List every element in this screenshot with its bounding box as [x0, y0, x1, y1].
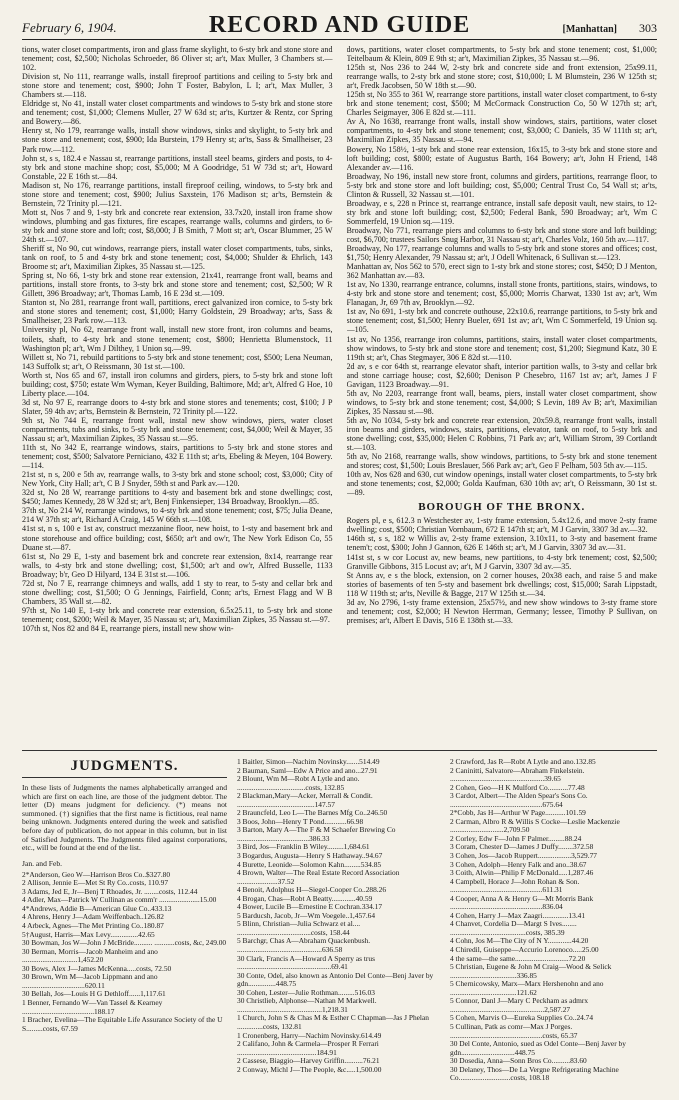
alteration-entry: 2d av, s e cor 64th st, rearrange elevator shaft, interior partition walls, to 3-sty and cellar brk and stone carriage house; cost, $2,600; Denison P Chesebro, 1167 1st av; ar't, James J F Gavigan, 1123 Broadway.—91.	[346, 361, 657, 389]
alteration-entry: Madison st, No 176, rearrange partitions, install fireproof ceiling, windows, to 5-sty brk and stone store and tenement; cost, $900; Julius Saxstein, 176 Madison st; ar'ts, Bernstein & Bernstein, 72 Trinity pl.—121.	[22, 180, 333, 208]
judgment-entry: 30 Conte, Odel, also known as Antonio Del Conte—Benj Javer by gdn...............448.75	[237, 970, 434, 989]
judgment-entry: 4 Cohn, Jos M—The City of N Y.............44.20	[450, 936, 589, 946]
judgment-entry: 4 Brogan, Chas—Robt A Beatty.............40.59	[237, 893, 373, 903]
judgment-entry: 3 Bogardus, Augusta—Henry S Hathaway..94.67	[237, 851, 383, 861]
judgments-date-line: Jan. and Feb.	[22, 858, 63, 868]
judgment-entry: 4*Andrews, Addie B—American Glue Co..433.13	[22, 903, 172, 913]
judgment-entry: 4 Burette, Leonide—Solomon Kahn.........534.85	[237, 859, 382, 869]
judgment-entry: 4 Chanvet, Cordelia D—Margt S Ives........ .........................................costs, 385.39	[450, 919, 577, 937]
judgments-intro: In these lists of Judgments the names alphabetically arranged and which are first on each line, are those of the judgment debtor. The letter (D) means judgment for deficiency. (*) means not summoned. (†) signifies that the first name is fictitious, real name being unknown. Judgments entered during the week and satisfied before day of publication, do not appear in this column, but in list of Satisfied Judgments. The Judgments filed against corporations, etc., will be found at the end of the list.	[22, 783, 227, 853]
page-number: 303	[638, 21, 657, 35]
alteration-entry: 9th st, No 744 E, rearrange front wall, instal new show windows, piers, water closet compartments, tubs and sinks, to 5-sty brk and stone tenement; cost, $4,000; Weil & Mayer, 35 Nassau st; ar't, Maximilian Zipkes, 35 Nassau st.—95.	[22, 415, 333, 444]
alteration-entry: 41st st, n s, 100 e 1st av, construct mezzanine floor, new hoist, to 1-sty and basement brk and stone storehouse and office building; cost, $650; ar't and ow'r, The New York Edison Co, 55 Duane st.—87.	[22, 524, 333, 552]
alteration-entry: Eldridge st, No 41, install water closet compartments and windows to 5-sty brk and stone store and tenement; cost, $1,000; Clemens Muller, 27 W 63d st; ar'ts, Kurtzer & Rentz, cor Spring and Bowery.—86.	[22, 99, 333, 127]
judgment-entry: 2 Cohen, Geo—H K Mulford Co...........77.48	[450, 782, 585, 792]
judgment-entry: 3 Cardot, Albert—The Alden Spear's Sons Co. ..................................................675.64	[450, 791, 588, 809]
judgment-entry: 4 Ahrens, Henry J—Adam Weiffenbach..126.82	[22, 912, 164, 922]
judgment-entry: 5†August, Harris—Max Levy...............42.65	[22, 929, 155, 939]
borough-section-label: [Manhattan]	[562, 24, 617, 35]
judgment-entry: 1 Bracher, Evelina—The Equitable Life Assurance Society of the U S.........costs, 67.59	[22, 1015, 223, 1033]
alteration-entry: Broadway, e s, 228 n Prince st, rearrange entrance, install safe deposit vault, new stairs, to 12-sty brk and stone loft building; cost, $2,500; Federal Bank, 590 Broadway; ar't, Wm C Sommerfeld, 19 Union sq.—119.	[346, 198, 657, 226]
alteration-entry: 61st st, No 29 E, 1-sty and basement brk and concrete rear extension, 8x14, rearrange rear walls, to 4-sty brk and stone dwelling; cost, $1,500; ar't and ow'r, Alfred Busselle, 1133 Broadway; b'r, Geo D Hilyard, 134 E 31st st.—106.	[22, 551, 333, 579]
alteration-entry: Spring st, No 66, 1-sty brk and stone rear extension, 21x41, rearrange front wall, beams and partitions, install store fronts, to 3-sty brk and stone store and tenement; cost, $2,500; W R Gillett, 396 Broadway; ar't, Thomas Lamb, 16 E 23d st.—109.	[22, 271, 333, 299]
judgment-entry: 5 Blinn, Christian—Julia Schwarz et al.... ........................................costs, 158.44	[237, 919, 361, 937]
bronx-alteration-entry: St Anns av, e s the block, extension, on 2 corner houses, 20x38 each, and raise 5 and make stories of basements of ten 5-sty and basement brk dwellings; cost, $15,000; Sarah Lippstadt, 118 W 119th st; ar'ts, Neville & Bagge, 217 W 125th st.—34.	[346, 570, 657, 598]
judgment-entry: 30 Clark, Francis A—Howard A Sperry as trus ...................................................69.41	[237, 953, 375, 972]
judgments-column-1	[22, 758, 227, 1094]
judgment-entry: 2 Caninitti, Salvatore—Abraham Finkelstein. ...................................................39.65	[450, 765, 585, 784]
judgment-entry: 4 Adler, Max—Patrick W Cullinan as comm'r ......................15.00	[22, 895, 217, 905]
alteration-entry: Sheriff st, No 90, cut windows, rearrange piers, install water closet compartments, tubs, sinks, tank on roof, to 5 and 4-sty brk and stone tenement; cost, $4,000; Shulder & Ehrlich, 143 Broome st; ar't, Maximilian Zipkes, 35 Nassau st.—125.	[22, 244, 333, 272]
judgment-entry: 4 Brown, Walter—The Real Estate Record Association ......................37.52	[237, 868, 400, 886]
judgment-entry: 4 Cooper, Anna A & Henry G—Mt Morris Bank ..................................................836.04	[450, 893, 594, 912]
judgments-column-3	[450, 758, 655, 1094]
alteration-entry: Broadway, No 177, rearrange columns and walls to 5-sty brk and stone stores and offices; cost, $1,750; Henry Alexander, 79 Nassau st; ar't, J Odell Whitenack, 6 Sullivan st.—123.	[346, 244, 657, 263]
judgment-entry: 2 Blackman,Mary—Acker, Merrall & Condit. ..........................................147.57	[237, 791, 373, 809]
judgment-entry: 30 Bellah, Jos—Louis H G Dethloff......1,117.61	[22, 989, 166, 999]
judgment-entry: 4 Campbell, Horace J—John Rohan & Son. ..................................................611.31	[450, 876, 580, 895]
alteration-entry: Broadway, No 771, rearrange piers and columns to 6-sty brk and stone store and loft building; cost, $6,700; trustees Sailors Snug Harbor, 31 Nassau st; ar't, Charles Volz, 160 5th av.—117.	[346, 225, 657, 244]
alteration-entry: 72d st, No 7 E, rearrange chimneys and walls, add 1 sty to rear, to 5-sty and cellar brk and stone dwelling; cost, $1,500; O G Jennings, Fairfield, Conn; ar'ts, Ernest Flagg and W B Chambers, 35 Wall st.—82.	[22, 578, 333, 606]
alteration-entry: 5th av, No 2203, rearrange front wall, beams, piers, install water closet compartment, show windows, to 5-sty brk and stone tenement; cost, $4,000; S Levin, 189 Av B; ar't, Maximilian Zipkes, 35 Nassau st.—98.	[346, 388, 657, 416]
judgment-entry: 1 Baitler, Simon—Nachim Novinsky.......514.49	[237, 758, 380, 766]
alteration-entry: Manhattan av, Nos 562 to 570, erect sign to 1-sty brk and stone stores; cost, $450; D J Menton, 362 Manhattan av.—83.	[346, 262, 657, 281]
alteration-entry: University pl, No 62, rearrange front wall, install new store front, iron columns and beams, toilets, shaft, to 4-sty brk and stone tenement; cost, $800; Henrietta Blumenstock, 11 Washington pl; ar't, Wm J Dilthey, 1 Union sq.—99.	[22, 325, 333, 353]
alteration-entry: 5th av, No 1034, 5-sty brk and concrete rear extension, 20x59.8, rearrange front walls, install iron beams and girders, windows, stairs, partitions, elevator, tank on roof, to 5-sty brk and stone dwelling; cost, $35,000; Helen C Robbins, 71 Park av; ar't, William Strom, 39 Cortlandt st.—103.	[346, 415, 657, 453]
alterations-column-1	[22, 45, 333, 745]
judgment-entry: 2 Califano, John & Carmela—Prosper R Ferrari ...........................................184.91	[237, 1039, 379, 1057]
judgment-entry: 1 Church, John S & Chas M & Esther C Chapman—Jas J Phelan ..............costs, 132.81	[237, 1013, 429, 1031]
judgments-section	[22, 758, 657, 1094]
judgment-entry: 30 Delaney, Thos—De La Vergne Refrigerating Machine Co............................costs, 108.18	[450, 1064, 619, 1083]
alteration-entry: John st, s s, 182.4 e Nassau st, rearrange partitions, install steel beams, girders and posts, to 4-sty brk and stone machine shop; cost, $5,000; M A Goodridge, 51 W 73d st; ar't, Howard Constable, 22 E 16th st.—84.	[22, 153, 333, 181]
header-right	[563, 21, 657, 36]
judgment-entry: 30 Dosedia, Anna—Sonn Bros Co..........83.60	[450, 1056, 587, 1066]
judgment-entry: 2 Bauman, Saml—Edw A Price and ano...27.91	[237, 765, 378, 775]
alterations-column-2	[347, 45, 658, 745]
bronx-entries	[347, 516, 658, 625]
alteration-entry: 125th st, Nos 236 to 244 W, 2-sty brk and concrete side and front extension, 25x99.11, rearrange walls, to 2-sty brk and stone store; cost, $10,000; L M Blumstein, 236 W 125th st; ar't, Fredk Jacobsen, 50 W 18th st.—90.	[346, 63, 657, 91]
alteration-entry: 37th st, No 214 W, rearrange windows, to 4-sty brk and stone tenement; cost, $75; Julia Deane, 214 W 37th st; ar't, Richard A Craig, 145 W 66th st.—108.	[22, 506, 333, 525]
alterations-listing	[22, 45, 657, 745]
judgment-entry: 30 Bows, Alex J—James McKenna.....costs, 72.50	[22, 963, 172, 973]
judgment-entry: 4 Arbeck, Agnes—The Met Printing Co..180.87	[22, 921, 164, 931]
judgment-entry: 3 Coith, Alwin—Philip F McDonald.....1,287.46	[450, 868, 594, 878]
alteration-entry: Bowery, No 158½, 1-sty brk and stone rear extension, 16x15, to 3-sty brk and stone store and loft building; cost, $800; estate of Augustus Barth, 164 Bowery; ar't, John H Friend, 148 Alexander av.—116.	[346, 144, 657, 172]
alteration-entry: 11th st, No 342 E, rearrange windows, stairs, partitions to 5-sty brk and stone stores and tenement; cost, $500; Salvatore Perniciano, 432 E 11th st; ar'ts, Ebeling & Meyen, 104 Bowery.—114.	[22, 443, 333, 471]
judgment-entry: 1 Cronenberg, Harry—Nachim Novinsky.614.49	[237, 1030, 382, 1040]
judgment-entry: 3 Cohen, Jos—Jacob Ruppert..................3,529.77	[450, 851, 597, 861]
bronx-alteration-entry: 146th st, s s, 182 w Willis av, 2-sty frame extension, 3.10x11, to 3-sty and basement frame tenem't; cost, $300; John J Gannon, 626 E 146th st; ar't, M J Garvin, 3307 3d av.—31.	[346, 534, 657, 553]
judgment-entry: 3 Adams, Jed E, Jr—Benj T Rhoades, Jr. ........costs, 112.44	[22, 886, 198, 896]
judgment-entry: 30 Bowman, Jos W—John J McBride.......... ...........costs, &c, 249.00	[22, 938, 227, 948]
judgment-entry: 2 Blount, Wm M—Robt A Lytle and ano. .....................................costs, 132.85	[237, 774, 360, 792]
alteration-entry: tions, water closet compartments, iron and glass frame skylight, to 6-sty brk and stone store and tenement; cost, $2,500; Nicholas Schroeder, 86 Oliver st; ar't, Max Muller, 3 Chambers st.—102.	[22, 45, 333, 73]
judgment-entry: 2 Crawford, Jas R—Robt A Lytle and ano.132.85	[450, 758, 596, 766]
judgment-entry: 1 Benner, Fernando W—Van Tassel & Kearney .......................................188.17	[22, 997, 163, 1016]
alteration-entry: Division st, No 111, rearrange walls, install fireproof partitions and ceiling to 5-sty brk and stone store and tenement; cost, $900; John T Foster, Babylon, L I; ar't, Max Muller, 3 Chambers st.—118.	[22, 72, 333, 100]
judgment-entry: 3 Bird, Jos—Franklin B Wiley.........1,684.61	[237, 842, 370, 852]
judgment-entry: 2 Conway, Michl J—The People, &c.....1,500.00	[237, 1064, 382, 1074]
judgment-entry: 5 Barchgr, Chas A—Abraham Quackenbush. ..............................................636.58	[237, 936, 371, 955]
alteration-entry: 3d st, No 97 E, rearrange doors to 4-sty brk and stone stores and tenements; cost, $100; J P Slater, 59 4th av; ar'ts, Bernstein & Bernstein, 72 Trinity pl.—122.	[22, 397, 333, 416]
alteration-entry: 107th st, Nos 82 and 84 E, rearrange piers, install new show win-	[22, 624, 234, 633]
judgment-entry: 2*Anderson, Geo W—Harrison Bros Co..$327.80	[22, 869, 171, 879]
judgment-entry: 3 Barton, Mary A—The F & M Schaefer Brewing Co .......................................386.33	[237, 825, 396, 843]
bronx-alteration-entry: 3d av, No 2796, 1-sty frame extension, 25x57½, and new show windows to 3-sty frame store and tenement; cost, $2,000; H Newton Herrman, Germany; lessee, Timothy P Sullivan, on premises; ar't, Albert E Davis, 516 E 138th st.—33.	[346, 597, 657, 625]
page-date: February 6, 1904.	[22, 20, 117, 35]
alteration-entry: dows, partitions, water closet compartments, to 5-sty brk and stone tenement; cost, $1,000; Teitelbaum & Klein, 809 E 9th st; ar't, Maximilian Zipkes, 35 Nassau st.—96.	[346, 45, 657, 64]
section-divider	[22, 750, 657, 751]
judgment-entry: 30 Brown, Wm M—Jacob Lippmann and ano ..................................620.11	[22, 972, 158, 990]
alteration-entry: 125th st, No 355 to 361 W, rearrange store partitions, install water closet compartment, to 6-sty brk and stone tenement; cost, $500; M McCormack Construction Co, 50 W 127th st; ar't, Charles Seigmayer, 306 E 82d st.—111.	[346, 90, 657, 118]
judgment-entry: 3 Cohen, Adolph—Henry Falk and ano..38.67	[450, 859, 587, 869]
alteration-entry: 5th av, No 2168, rearrange walls, show windows, partitions, to 5-sty brk and stone tenement and stores; cost, $1,500; Louis Breslauer, 566 Park av; ar't, Geo F Pelham, 503 5th av.—115.	[346, 452, 657, 471]
judgment-entry: 30 Christlieb, Alphonse—Nathan M Markwell. ..............................................1,218.31	[237, 996, 377, 1014]
judgment-entry: 4 Cohen, Harry J—Max Zaagri..............13.41	[450, 910, 586, 920]
alteration-entry: 1st av, No 691, 1-sty brk and concrete outhouse, 22x10.6, rearrange partitions, to 5-sty brk and stone tenement; cost, $1,500; Henry Bueler, 691 1st av; ar't, Wm C Sommerfeld, 19 Union sq.—105.	[346, 307, 657, 335]
judgments-heading: JUDGMENTS.	[22, 758, 227, 778]
alteration-entry: Av A, No 1638, rearrange front walls, install show windows, stairs, partitions, water closet compartments, to 4-sty brk and stone tenement; cost, $3,000; C Daniels, 35 W 111th st; ar't, Maximilian Zipkes, 35 Nassau st.—94.	[346, 117, 657, 145]
judgment-entry: 2 Corley, Edw F—John F Palmer.........88.24	[450, 833, 582, 843]
publication-title: RECORD AND GUIDE	[208, 12, 471, 38]
judgment-entry: 2 Carman, Albro R & Willis S Cocke—Leslie Mackenzie .............................2,709.50	[450, 816, 620, 835]
judgment-entry: 2*Cobb, Jas H—Arthur W Page...........101.59	[450, 808, 586, 818]
judgment-entry: 5 Connor, Danl J—Mary C Peckham as admrx ...................................................2,587.27	[450, 996, 589, 1014]
alteration-entry: 21st st, n s, 200 e 5th av, rearrange walls, to 3-sty brk and stone school; cost, $3,000; City of New York, City Hall; ar't, C B J Snyder, 59th st and Park av.—120.	[22, 470, 333, 489]
judgment-entry: 3 Boos, John—Henry T Pond............66.98	[237, 816, 364, 826]
alteration-entry: 97th st, No 140 E, 1-sty brk and concrete rear extension, 6.5x25.11, to 5-sty brk and stone tenement; cost, $200; Weil & Mayer, 35 Nassau st; ar't, Maximilian Zipkes, 35 Nassau st.—97.	[22, 605, 333, 624]
page-header	[22, 12, 657, 40]
judgment-entry: 5 Cohen, Marvis O—Eureka Supplies Co..24.74	[450, 1013, 594, 1023]
alteration-entry: Broadway, No 196, install new store front, columns and girders, partitions, rearrange floor, to 5-sty brk and stone store and loft building; cost, $5,000; Central Trust Co, 54 Wall st; ar'ts, Clinton & Russell, 32 Nassau st.—101.	[346, 171, 657, 199]
judgment-entry: 5 Chernicowsky, Marx—Marx Hershenohn and ano ....................................121.62	[450, 979, 604, 997]
judgment-entry: 4 the same—the same.............................72.20	[450, 953, 586, 963]
judgment-entry: 2 Allison, Jennie E—Met St Ry Co..costs, 110.97	[22, 878, 169, 888]
alteration-entry: Stanton st, No 281, rearrange front wall, partitions, erect galvanized iron cornice, to 5-sty brk and stone stores and tenement; cost, $1,000; Harry Goldstein, 29 Broadway; ar'ts, Sass & Smallheiser, 23 Park row.—113.	[22, 298, 333, 326]
judgments-column-2	[237, 758, 440, 1094]
bronx-alteration-entry: Rogers pl, e s, 612.3 n Westchester av, 1-sty frame extension, 5.4x12.6, and move 2-sty frame dwelling; cost, $500; Christian Vornbaum, 672 E 147th st; ar't, M J Garvin, 3307 3d av.—32.	[346, 516, 657, 535]
judgment-entry: 5 Christian, Eugene & John M Craig—Wood & Selick ....................................336.85	[450, 962, 612, 980]
judgment-entry: 2 Brauncfeld, Leo L—The Barnes Mfg Co..246.50	[237, 808, 388, 818]
judgment-entry: 30 Cohen, Lester—Julie Rothman.........516.03	[237, 987, 375, 997]
manhattan-entries	[347, 45, 658, 497]
bronx-alteration-entry: 141st st, s w cor Locust av, new beams, new partitions, to 4-sty brk tenement; cost, $2,500; Granville Gibbons, 315 Locust av; ar't, M J Garvin, 3307 3d av.—35.	[346, 552, 657, 571]
judgment-entry: 5 Barducsh, Jacob, Jr—Wm Voegele..1,457.64	[237, 910, 376, 920]
judgment-entry: 3 Coram, Chester D—James J Duffy........372.58	[450, 842, 594, 852]
judgment-entry: 5 Cullinan, Patk as comr—Max J Porges. ..................................................costs, 65.37	[450, 1021, 578, 1040]
alteration-entry: Worth st, Nos 65 and 67, install iron columns and girders, piers, to 5-sty brk and stone loft building; cost, $750; estate Wm Wyman, Keyer Building, Baltimore, Md; ar't, Alfred G Hoe, 10 Liberty place.—104.	[22, 370, 333, 398]
judgment-entry: 30 Del Conte, Antonio, sued as Odel Conte—Benj Javer by gdn.............................448.75	[450, 1039, 626, 1057]
alteration-entry: 32d st, No 28 W, rearrange partitions to 4-sty and basement brk and stone dwellings; cost, $450; James Kennedy, 28 W 32d st; ar't, Benj Finkensieper, 134 Broadway, Brooklyn.—85.	[22, 488, 333, 507]
bronx-section-heading: BOROUGH OF THE BRONX.	[418, 501, 586, 514]
alteration-entry: Willett st, No 71, rebuild partitions to 5-sty brk and stone tenement; cost, $500; Lena Neuman, 143 Suffolk st; ar't, O Reissmann, 30 1st st.—100.	[22, 352, 333, 371]
alteration-entry: 10th av, Nos 628 and 630, cut window openings, install water closet compartments, to 5-sty brk and stone tenements; cost, $2,000; Golda Kaufman, 630 10th av; ar't, O Reissmann, 30 1st st.—89.	[346, 470, 657, 498]
alteration-entry: 1st av, No 1330, rearrange entrance, columns, install stone fronts, partitions, stairs, windows, to 4-sty brk and stone store and tenement; cost, $5,000; Morris Charwat, 1330 1st av; ar't, Wm Flanagan, Jr, 69 7th av, Brooklyn.—92.	[346, 280, 657, 308]
judgment-entry: 30 Berman, Morris—Jacob Manheim and ano ..............................1,452.20	[22, 946, 158, 965]
judgment-entry: 4 Benoit, Adolphus H—Siegel-Cooper Co..288.26	[237, 885, 387, 895]
alteration-entry: Mott st, Nos 7 and 9, 1-sty brk and concrete rear extension, 33.7x20, install iron frame show windows, plumbing and gas fixtures, fire escapes, rearrange walls, columns and girders, to 6-sty brk and stone store and loft; cost, $8,000; J B Smith, 7 Mott st; ar't, Oscar Blummer, 25 W 24th st.—107.	[22, 207, 333, 244]
alteration-entry: 1st av, No 1356, rearrange iron columns, partitions, stairs, install water closet compartments, show windows, to 5-sty brk and stone store and tenement; cost, $1,200; Siegmund Katz, 30 E 119th st; ar't, Chas Stegmayer, 306 E 82d st.—110.	[346, 334, 657, 362]
judgment-entry: 4 Bower, Lucile B—Ernestine E Cochran.334.17	[237, 902, 383, 912]
judgment-entry: 2 Cassese, Biaggio—Harvey Griffin..........76.21	[237, 1056, 380, 1066]
judgment-entry: 4 Chiredil, Guiseppe—Accurio Lorenoco.....25.00	[450, 945, 599, 955]
alteration-entry: Henry st, No 179, rearrange walls, install show windows, sinks and skylight, to 5-sty brk and stone store and tenement; cost, $900; Ida Burstein, 179 Henry st; ar'ts, Sass & Smallheiser, 23 Park row.—112.	[22, 126, 333, 154]
